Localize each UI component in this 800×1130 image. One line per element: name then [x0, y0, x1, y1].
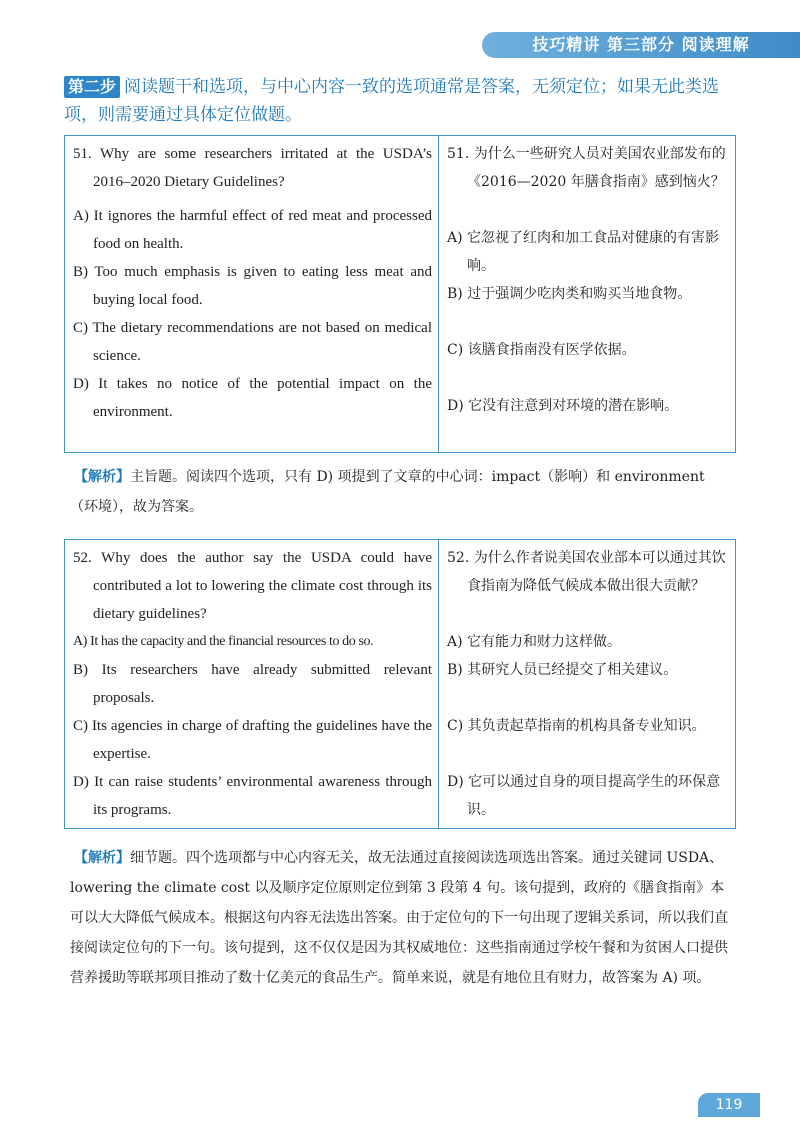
question-51-stem-zh: 51. 为什么一些研究人员对美国农业部发布的《2016—2020 年膳食指南》感到恼火？: [447, 146, 726, 190]
question-52-analysis: [70, 843, 730, 993]
step-text: 阅读题干和选项，与中心内容一致的选项通常是答案，无须定位；如果无此类选项，则需要通过具体定位做题。: [64, 77, 720, 125]
question-51-option-d: D) It takes no notice of the potential impact on the environment.: [73, 376, 432, 420]
question-51-option-a-zh: A) 它忽视了红肉和加工食品对健康的有害影响。: [447, 230, 720, 274]
question-52-stem: 52. Why does the author say the USDA could have contributed a lot to lowering the climate cost through its dietary guidelines?: [73, 550, 432, 622]
analysis-text: 细节题。四个选项都与中心内容无关，故无法通过直接阅读选项选出答案。通过关键词 USDA、lowering the climate cost 以及顺序定位原则定位到第 3 段第 4 句。该句提到，政府的《膳食指南》本可以大大降低气候成本。根据这句内容无法选出答案。由于定位句的下一句出现了逻辑关系词，所以我们直接阅读定位句的下一句。该句提到，这不仅仅是因为其权威地位：这些指南通过学校午餐和为贫困人口提供营养援助等联邦项目推动了数十亿美元的食品生产。简单来说，就是有地位且有财力，故答案为 A) 项。: [70, 850, 728, 986]
question-52-english: [65, 540, 439, 828]
analysis-tag: 【解析】: [74, 469, 130, 485]
question-52-option-b-zh: B) 其研究人员已经提交了相关建议。: [447, 662, 678, 678]
question-51-option-c-zh: C) 该膳食指南没有医学依据。: [447, 342, 636, 358]
question-52-option-c-zh: C) 其负责起草指南的机构具备专业知识。: [447, 718, 706, 734]
question-52-option-c: C) Its agencies in charge of drafting the guidelines have the expertise.: [73, 718, 432, 762]
question-51-option-a: A) It ignores the harmful effect of red meat and processed food on health.: [73, 208, 432, 252]
question-52-chinese: [439, 540, 735, 828]
question-52-option-a: A) It has the capacity and the financial resources to do so.: [73, 634, 374, 649]
analysis-text: 主旨题。阅读四个选项，只有 D) 项提到了文章的中心词：impact（影响）和 environment（环境），故为答案。: [70, 469, 705, 515]
question-51-table: [64, 135, 736, 453]
question-51-option-c: C) The dietary recommendations are not based on medical science.: [73, 320, 432, 364]
chapter-header: 技巧精讲 第三部分 阅读理解: [482, 32, 800, 58]
step-instruction: [64, 73, 744, 129]
question-52-option-a-zh: A) 它有能力和财力这样做。: [447, 634, 622, 650]
question-52-table: [64, 539, 736, 829]
question-51-analysis: [70, 462, 730, 522]
question-51-chinese: [439, 136, 735, 452]
question-51-option-d-zh: D) 它没有注意到对环境的潜在影响。: [447, 398, 679, 414]
analysis-tag: 【解析】: [74, 850, 130, 866]
question-51-stem: 51. Why are some researchers irritated at the USDA’s 2016–2020 Dietary Guidelines?: [73, 146, 432, 190]
question-51-option-b: B) Too much emphasis is given to eating less meat and buying local food.: [73, 264, 432, 308]
step-badge: 第二步: [64, 76, 120, 98]
question-52-stem-zh: 52. 为什么作者说美国农业部本可以通过其饮食指南为降低气候成本做出很大贡献？: [447, 550, 726, 594]
page-number: 119: [698, 1093, 760, 1117]
question-52-option-d-zh: D) 它可以通过自身的项目提高学生的环保意识。: [447, 774, 721, 818]
question-52-option-b: B) Its researchers have already submitted relevant proposals.: [73, 662, 432, 706]
question-51-option-b-zh: B) 过于强调少吃肉类和购买当地食物。: [447, 286, 692, 302]
question-51-english: [65, 136, 439, 452]
question-52-option-d: D) It can raise students’ environmental awareness through its programs.: [73, 774, 432, 818]
